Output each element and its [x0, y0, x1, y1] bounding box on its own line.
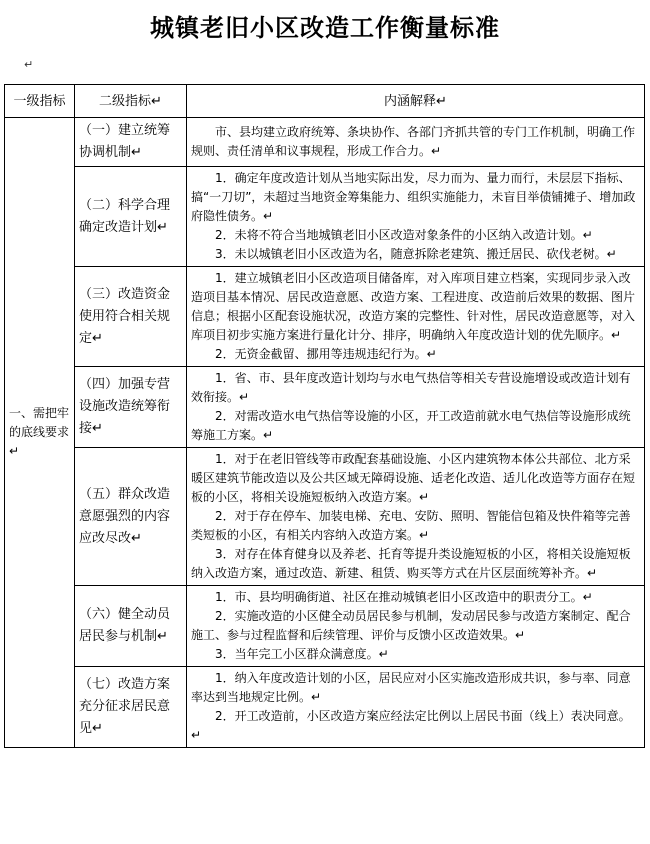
- content-explanation: [187, 267, 645, 367]
- level2-indicator: （六）健全动员居民参与机制↵: [75, 586, 187, 667]
- table-row: [5, 448, 645, 586]
- header-row: [5, 85, 645, 118]
- content-paragraph: 2．对需改造水电气热信等设施的小区，开工改造前就水电气热信等设施形成统筹施工方案。↵: [191, 409, 631, 442]
- content-paragraph: 1．省、市、县年度改造计划均与水电气热信等相关专营设施增设或改造计划有效衔接。↵: [191, 371, 631, 404]
- content-explanation: [187, 448, 645, 586]
- content-explanation: [187, 118, 645, 167]
- content-explanation: [187, 167, 645, 267]
- content-explanation: [187, 367, 645, 448]
- content-paragraph: 2．实施改造的小区健全动员居民参与机制，发动居民参与改造方案制定、配合施工、参与过程监督和后续管理、评价与反馈小区改造效果。↵: [191, 609, 631, 642]
- level2-indicator: （三）改造资金使用符合相关规定↵: [75, 267, 187, 367]
- standards-table: [4, 84, 645, 748]
- return-arrow-icon: ↵: [24, 58, 34, 71]
- table-row: [5, 267, 645, 367]
- header-content: 内涵解释↵: [187, 85, 645, 118]
- content-paragraph: 1．市、县均明确街道、社区在推动城镇老旧小区改造中的职责分工。↵: [215, 590, 593, 604]
- level2-indicator: （七）改造方案充分征求居民意见↵: [75, 667, 187, 748]
- content-explanation: [187, 586, 645, 667]
- content-paragraph: 1．建立城镇老旧小区改造项目储备库，对入库项目建立档案，实现同步录入改造项目基本情况、居民改造意愿、改造方案、工程进度、改造前后效果的数据、图片信息；根据小区配套设施状况，改造方案的完整性、针对性，居民改造意愿等，对入库项目初步实施方案进行量化计分、排序，明确纳入年度改造计划的优先顺序。↵: [191, 271, 636, 342]
- content-paragraph: 3．未以城镇老旧小区改造为名，随意拆除老建筑、搬迁居民、砍伐老树。↵: [215, 247, 617, 261]
- level2-indicator: （四）加强专营设施改造统筹衔接↵: [75, 367, 187, 448]
- content-explanation: [187, 667, 645, 748]
- content-paragraph: 1．对于在老旧管线等市政配套基础设施、小区内建筑物本体公共部位、北方采暖区建筑节能改造以及公共区域无障碍设施、适老化改造、适儿化改造等方面存在短板的小区，将相关设施短板纳入改造方案。↵: [191, 452, 636, 504]
- content-paragraph: 2．开工改造前，小区改造方案应经法定比例以上居民书面（线上）表决同意。↵: [191, 709, 631, 742]
- table-row: [5, 118, 645, 167]
- level2-indicator: （二）科学合理确定改造计划↵: [75, 167, 187, 267]
- header-level1: 一级指标: [5, 85, 75, 118]
- content-paragraph: 2．无资金截留、挪用等违规违纪行为。↵: [215, 347, 437, 361]
- table-row: [5, 586, 645, 667]
- page-title: 城镇老旧小区改造工作衡量标准: [150, 14, 500, 42]
- table-row: [5, 667, 645, 748]
- content-paragraph: 3．对存在体育健身以及养老、托育等提升类设施短板的小区，将相关设施短板纳入改造方案，通过改造、新建、租赁、购买等方式在片区层面统筹补齐。↵: [191, 547, 631, 580]
- table-row: [5, 167, 645, 267]
- content-paragraph: 3．当年完工小区群众满意度。↵: [215, 647, 389, 661]
- content-paragraph: 2．未将不符合当地城镇老旧小区改造对象条件的小区纳入改造计划。↵: [215, 228, 593, 242]
- content-paragraph: 市、县均建立政府统筹、条块协作、各部门齐抓共管的专门工作机制，明确工作规则、责任清单和议事规程，形成工作合力。↵: [191, 125, 636, 158]
- level1-indicator: 一、需把牢的底线要求↵: [5, 118, 75, 748]
- content-paragraph: 1．确定年度改造计划从当地实际出发，尽力而为、量力而行，未层层下指标、搞“一刀切”，未超过当地资金筹集能力、组织实施能力，未盲目举债铺摊子、增加政府隐性债务。↵: [191, 171, 636, 223]
- header-level2: 二级指标↵: [75, 85, 187, 118]
- level2-indicator: （五）群众改造意愿强烈的内容应改尽改↵: [75, 448, 187, 586]
- content-paragraph: 2．对于存在停车、加装电梯、充电、安防、照明、智能信包箱及快件箱等完善类短板的小区，有相关内容纳入改造方案。↵: [191, 509, 631, 542]
- content-paragraph: 1．纳入年度改造计划的小区，居民应对小区实施改造形成共识，参与率、同意率达到当地规定比例。↵: [191, 671, 631, 704]
- level2-indicator: （一）建立统筹协调机制↵: [75, 118, 187, 167]
- table-row: [5, 367, 645, 448]
